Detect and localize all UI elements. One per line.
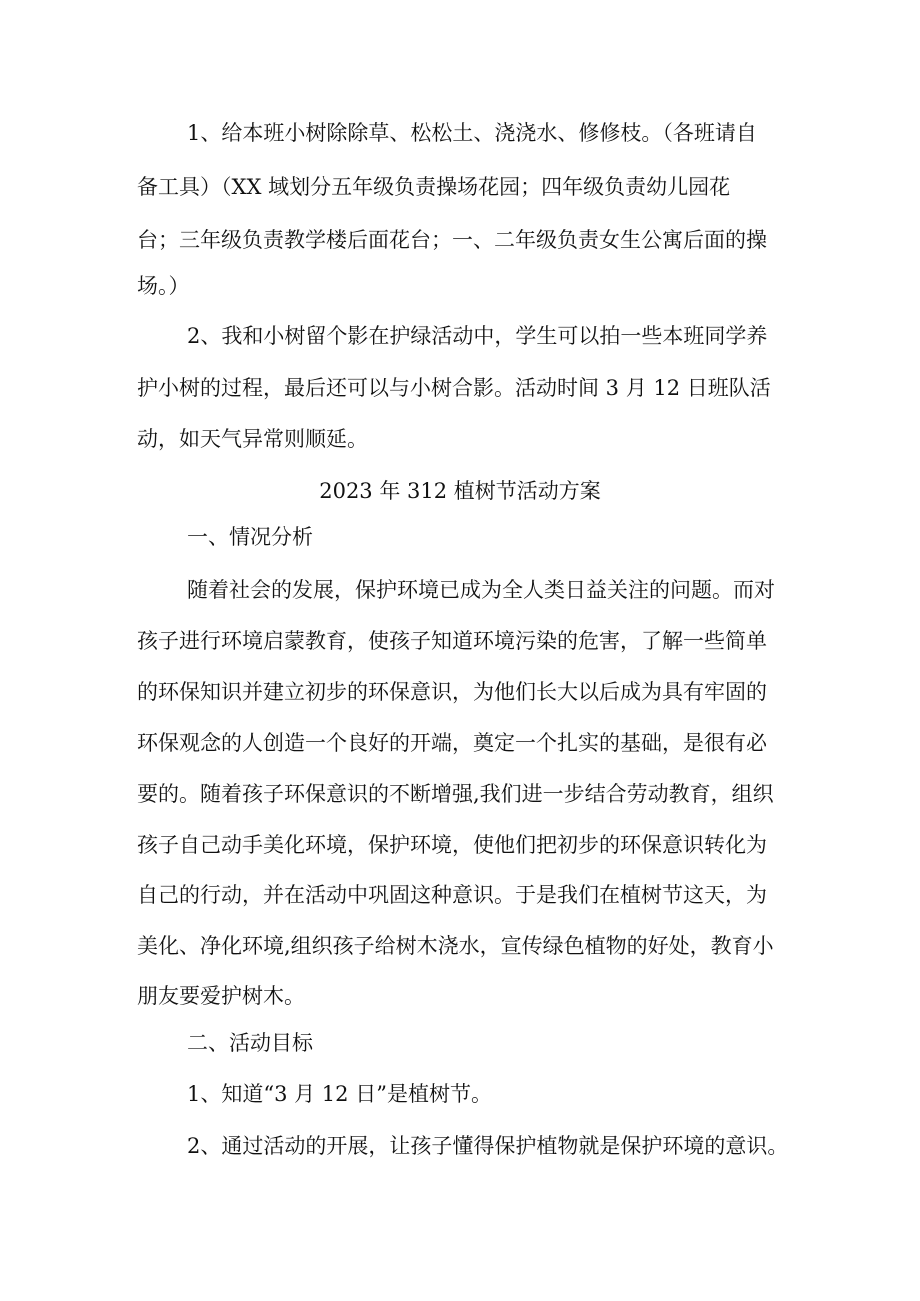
section-1-line-6: 孩子自己动手美化环境，保护环境，使他们把初步的环保意识转化为 — [137, 833, 767, 857]
section-1-line-9: 朋友要爱护树木。 — [137, 984, 305, 1008]
section-1-heading: 一、情况分析 — [187, 525, 313, 549]
item-2-line-2: 护小树的过程，最后还可以与小树合影。活动时间 3 月 12 日班队活 — [137, 376, 771, 400]
section-2-item-1: 1、知道“3 月 12 日”是植树节。 — [187, 1082, 492, 1106]
item-1-line-2: 备工具）（XX 域划分五年级负责操场花园；四年级负责幼儿园花 — [137, 175, 731, 199]
section-1-line-8: 美化、净化环境,组织孩子给树木浇水，宣传绿色植物的好处，教育小 — [137, 934, 774, 958]
item-2-line-3: 动，如天气异常则顺延。 — [137, 427, 368, 451]
section-1-line-2: 孩子进行环境启蒙教育，使孩子知道环境污染的危害，了解一些简单 — [137, 629, 767, 653]
section-1-line-1: 随着社会的发展，保护环境已成为全人类日益关注的问题。而对 — [187, 578, 775, 602]
section-1-line-4: 环保观念的人创造一个良好的开端，奠定一个扎实的基础，是很有必 — [137, 731, 767, 755]
section-1-line-7: 自己的行动，并在活动中巩固这种意识。于是我们在植树节这天，为 — [137, 883, 767, 907]
item-1-line-4: 场。） — [137, 274, 190, 298]
item-1-line-1: 1、给本班小树除除草、松松土、浇浇水、修修枝。（各班请自 — [187, 121, 757, 145]
section-1-line-3: 的环保知识并建立初步的环保意识，为他们长大以后成为具有牢固的 — [137, 680, 767, 704]
document-title: 2023 年 312 植树节活动方案 — [319, 479, 601, 503]
item-1-line-3: 台；三年级负责教学楼后面花台；一、二年级负责女生公寓后面的操 — [137, 228, 767, 252]
section-2-heading: 二、活动目标 — [187, 1031, 313, 1055]
section-2-item-2: 2、通过活动的开展，让孩子懂得保护植物就是保护环境的意识。 — [187, 1134, 789, 1158]
item-2-line-1: 2、我和小树留个影在护绿活动中，学生可以拍一些本班同学养 — [187, 324, 768, 348]
section-1-line-5: 要的。随着孩子环保意识的不断增强,我们进一步结合劳动教育，组织 — [137, 782, 774, 806]
